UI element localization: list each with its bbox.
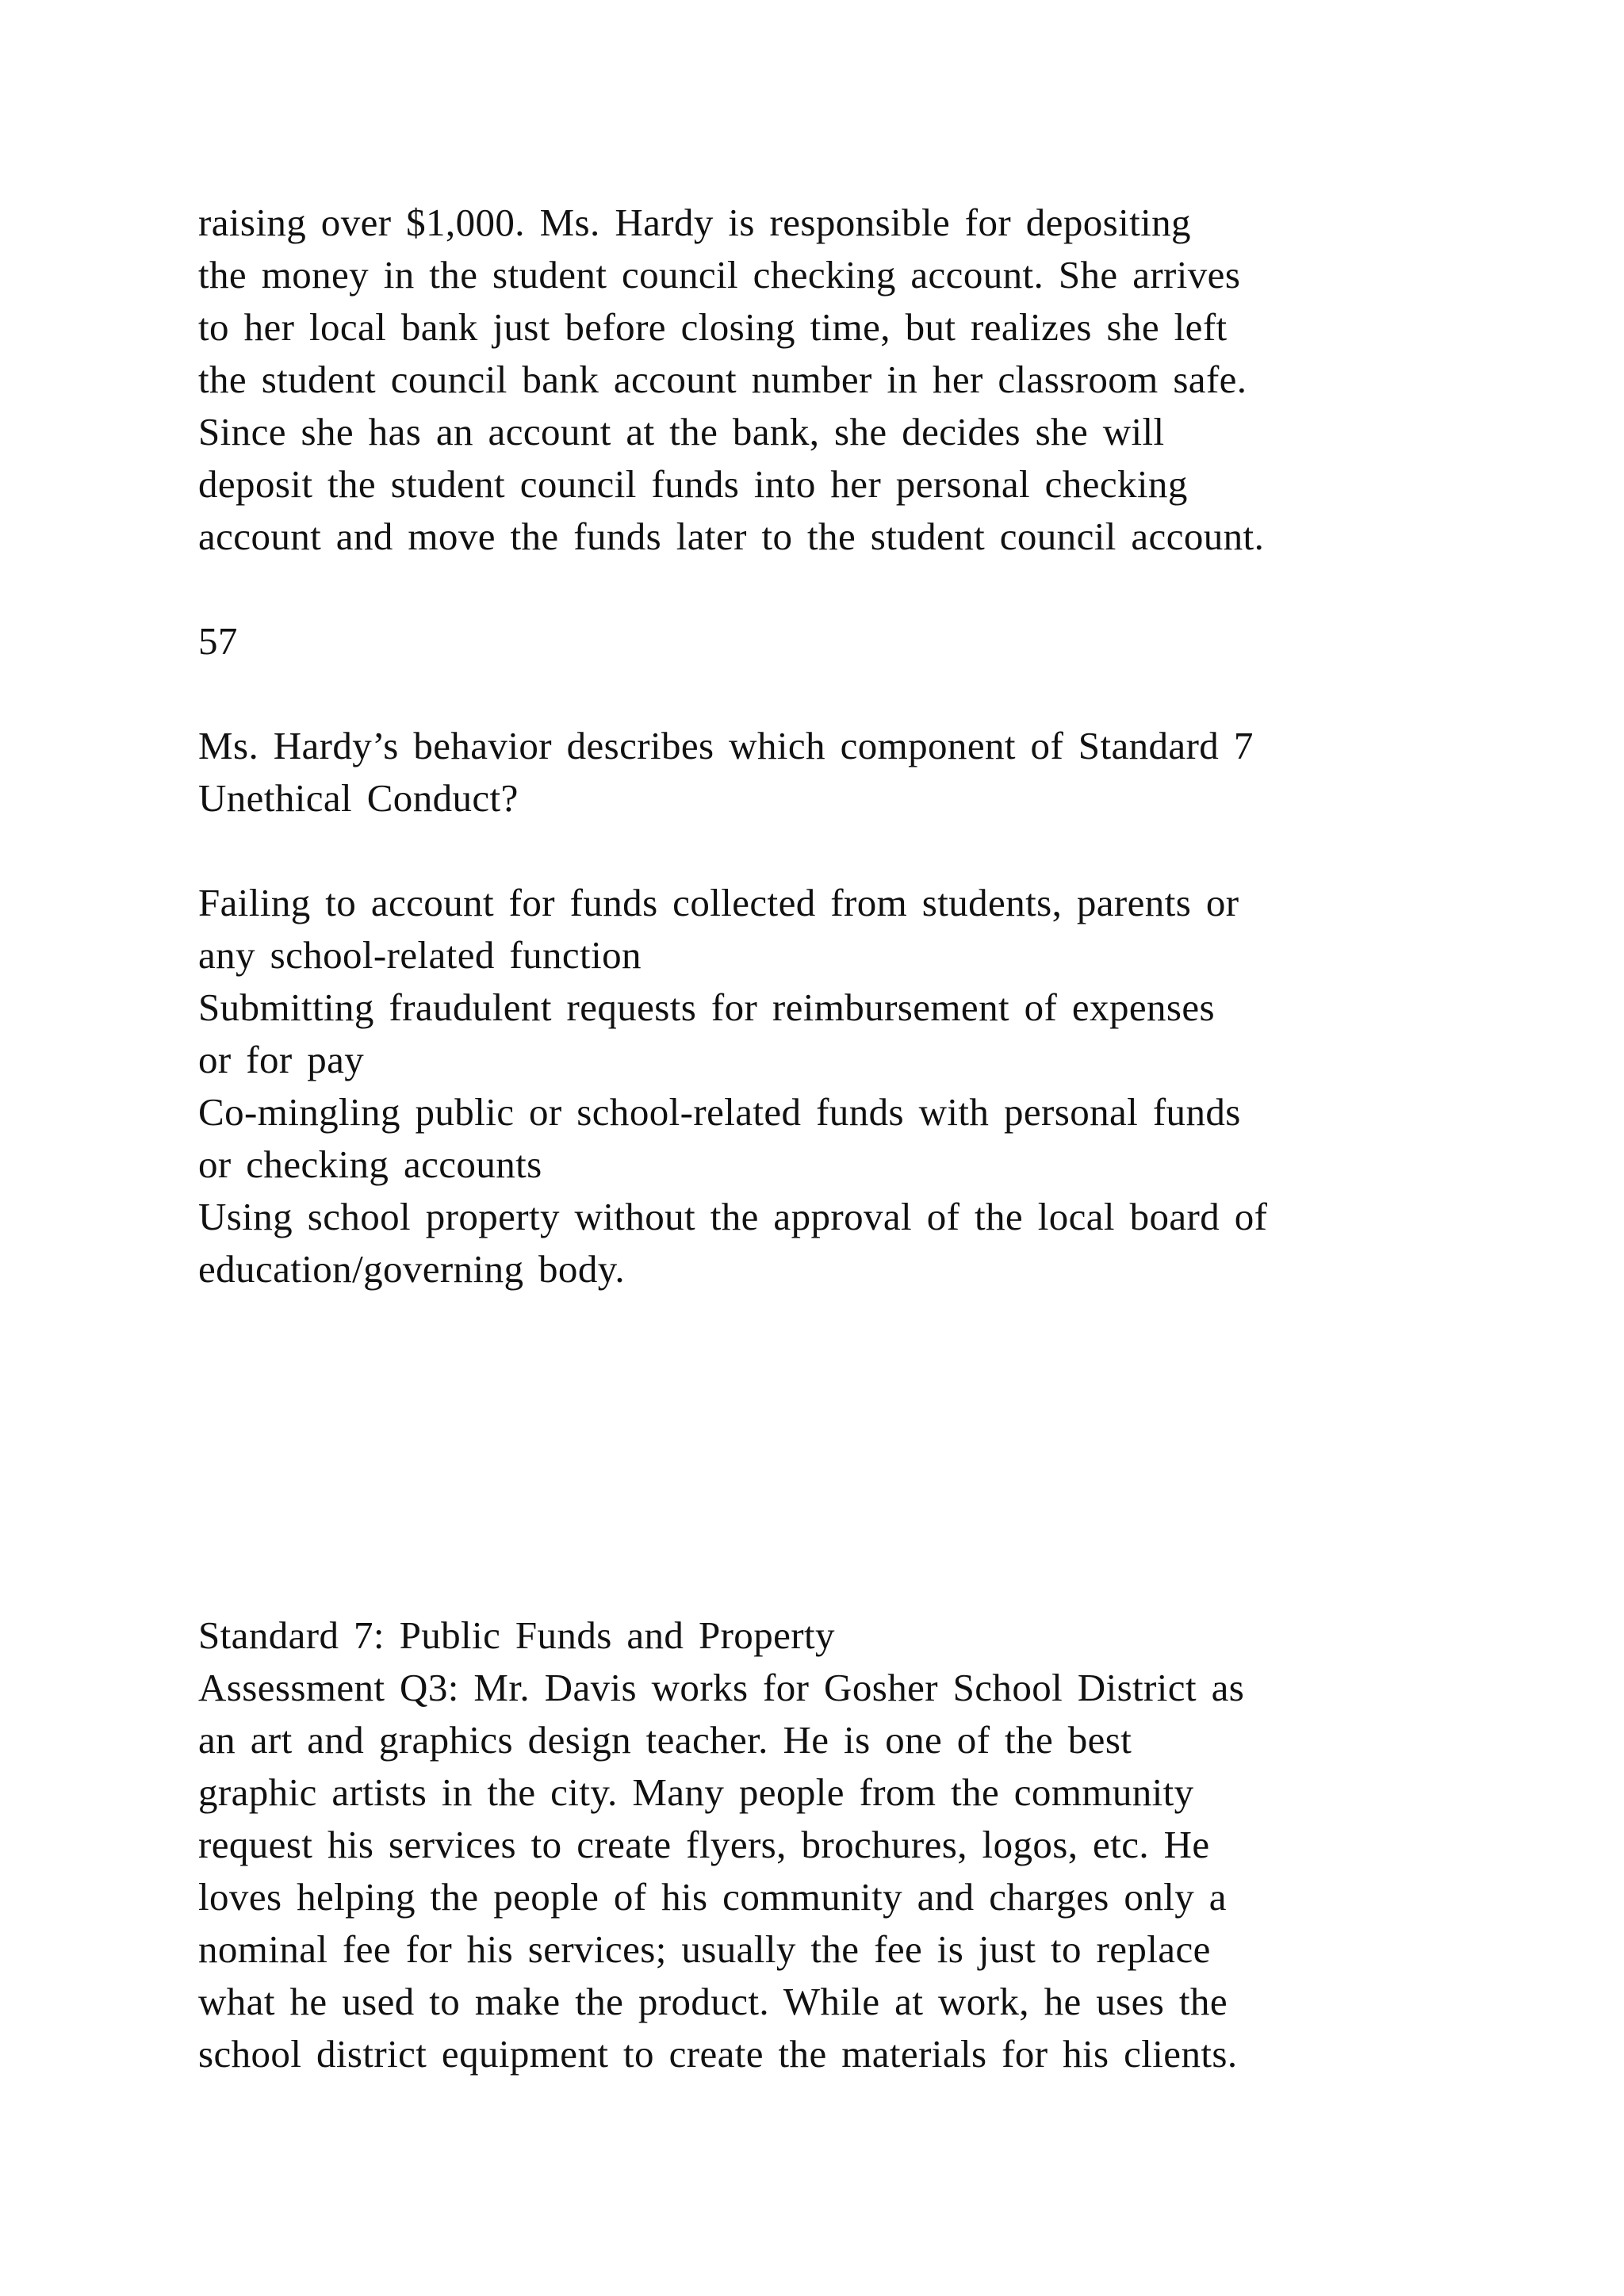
paragraph-line: graphic artists in the city. Many people from the community: [198, 1770, 1194, 1814]
paragraph-line: the student council bank account number in her classroom safe.: [198, 358, 1247, 401]
paragraph-line: raising over $1,000. Ms. Hardy is responsible for depositing: [198, 201, 1191, 244]
paragraph-line: nominal fee for his services; usually the fee is just to replace: [198, 1927, 1211, 1971]
paragraph-line: deposit the student council funds into her personal checking: [198, 462, 1188, 506]
option-line: education/governing body.: [198, 1247, 626, 1291]
page-number: 57: [198, 619, 238, 663]
paragraph-line: request his services to create flyers, brochures, logos, etc. He: [198, 1823, 1210, 1866]
paragraph-line: account and move the funds later to the student council account.: [198, 515, 1265, 558]
option-line: or for pay: [198, 1038, 365, 1081]
option-line: Failing to account for funds collected from students, parents or: [198, 881, 1239, 924]
paragraph-line: Since she has an account at the bank, she decides she will: [198, 410, 1165, 453]
question-line: Unethical Conduct?: [198, 776, 519, 820]
paragraph-line: Assessment Q3: Mr. Davis works for Gosher School District as: [198, 1666, 1245, 1709]
option-line: Submitting fraudulent requests for reimbursement of expenses: [198, 985, 1215, 1029]
option-line: any school-related function: [198, 933, 642, 977]
paragraph-line: school district equipment to create the materials for his clients.: [198, 2032, 1238, 2076]
question-line: Ms. Hardy’s behavior describes which component of Standard 7: [198, 724, 1254, 767]
section-heading: Standard 7: Public Funds and Property: [198, 1613, 835, 1657]
paragraph-line: what he used to make the product. While at work, he uses the: [198, 1980, 1228, 2023]
paragraph-line: to her local bank just before closing time, but realizes she left: [198, 305, 1228, 349]
paragraph-line: an art and graphics design teacher. He is one of the best: [198, 1718, 1132, 1762]
paragraph-line: loves helping the people of his community and charges only a: [198, 1875, 1227, 1919]
paragraph-line: the money in the student council checking account. She arrives: [198, 253, 1241, 297]
option-line: or checking accounts: [198, 1142, 542, 1186]
option-line: Using school property without the approval of the local board of: [198, 1195, 1268, 1238]
option-line: Co-mingling public or school-related funds with personal funds: [198, 1090, 1241, 1134]
